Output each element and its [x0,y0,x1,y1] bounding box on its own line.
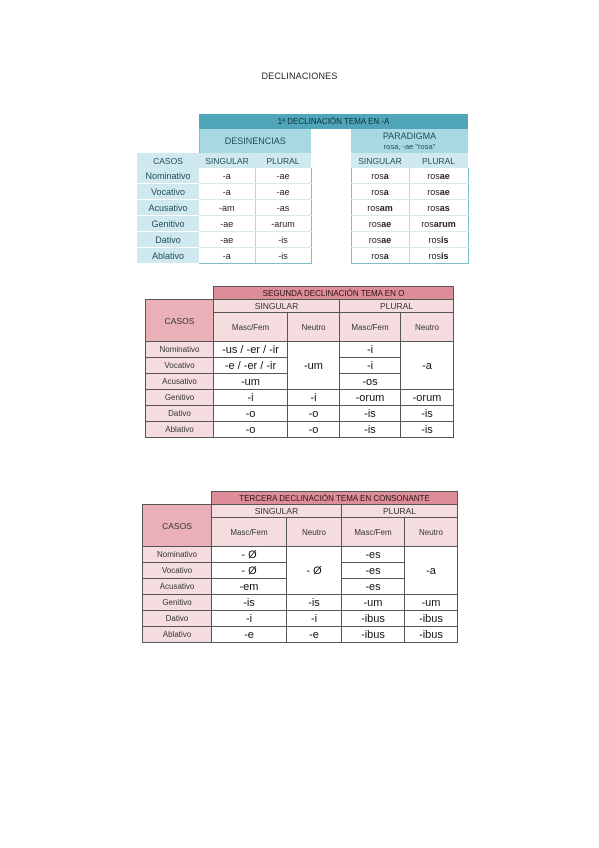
paradigm-singular: rosae [351,232,409,248]
pl-neutro: -ibus [405,627,458,643]
pl-masc-fem: -ibus [342,627,405,643]
paradigma-subtitle: rosa, -ae "rosa" [383,141,436,151]
plural-ending: -ae [255,168,311,184]
table-row [137,232,468,248]
plural-header: PLURAL [342,505,458,518]
masc-fem-header: Masc/Fem [342,518,405,547]
plural-ending: -as [255,200,311,216]
sg-neutro: -i [287,611,342,627]
case-label: Nominativo [137,168,199,184]
case-label: Genitivo [143,595,212,611]
singular-ending: -ae [199,232,255,248]
neutro-header: Neutro [405,518,458,547]
pl-neutro-merged: -a [401,342,454,390]
pl-masc-fem: -es [342,579,405,595]
pl-masc-fem: -es [342,547,405,563]
plural-ending: -is [255,248,311,264]
plural-ending: -arum [255,216,311,232]
case-label: Ablativo [143,627,212,643]
singular-ending: -a [199,248,255,264]
pl-masc-fem: -i [340,358,401,374]
case-label: Dativo [146,406,214,422]
sg-masc-fem: -um [214,374,288,390]
pl-masc-fem: -os [340,374,401,390]
sg-neutro-merged: -um [288,342,340,390]
case-label: Ablativo [146,422,214,438]
pl-masc-fem: -i [340,342,401,358]
singular-ending: -a [199,168,255,184]
case-label: Acusativo [137,200,199,216]
pl-masc-fem: -um [342,595,405,611]
singular-header: SINGULAR [214,300,340,313]
page-title: DECLINACIONES [261,71,338,81]
plural-header: PLURAL [255,153,311,168]
table1-title: 1ª DECLINACIÓN TEMA EN -A [199,114,468,129]
case-label: Nominativo [143,547,212,563]
paradigm-plural: rosis [409,248,468,264]
sg-neutro: -is [287,595,342,611]
sg-masc-fem: - Ø [212,547,287,563]
sg-masc-fem: -em [212,579,287,595]
masc-fem-header: Masc/Fem [212,518,287,547]
table2-title: SEGUNDA DECLINACIÓN TEMA EN O [214,287,454,300]
singular-ending: -a [199,184,255,200]
singular-header: SINGULAR [212,505,342,518]
paradigma-label: PARADIGMA [382,130,437,141]
neutro-header: Neutro [288,313,340,342]
table-row [143,547,458,563]
desinencias-header: DESINENCIAS [199,129,311,153]
paradigm-plural: rosae [409,184,468,200]
case-label: Dativo [143,611,212,627]
paradigm-singular: rosam [351,200,409,216]
plural-ending: -is [255,232,311,248]
table-row [137,200,468,216]
pl-neutro-merged: -a [405,547,458,595]
pl-masc-fem: -is [340,406,401,422]
sg-masc-fem: -i [212,611,287,627]
sg-masc-fem: - Ø [212,563,287,579]
table-row [143,611,458,627]
case-label: Ablativo [137,248,199,264]
paradigm-plural: rosarum [409,216,468,232]
table-row [146,342,454,358]
pl-masc-fem: -orum [340,390,401,406]
second-declension-table [145,286,454,438]
sg-neutro: -e [287,627,342,643]
paradigm-plural: rosae [409,168,468,184]
paradigm-singular: rosae [351,216,409,232]
singular-header: SINGULAR [199,153,255,168]
table-row [137,168,468,184]
plural-header: PLURAL [340,300,454,313]
case-label: Dativo [137,232,199,248]
neutro-header: Neutro [401,313,454,342]
table-row [143,595,458,611]
table-row [137,184,468,200]
masc-fem-header: Masc/Fem [214,313,288,342]
casos-header: CASOS [146,300,214,342]
sg-neutro: -i [288,390,340,406]
paradigm-singular: rosa [351,168,409,184]
pl-neutro: -is [401,422,454,438]
pl-masc-fem: -ibus [342,611,405,627]
paradigm-plural-header: PLURAL [409,153,468,168]
sg-neutro-merged: - Ø [287,547,342,595]
paradigm-plural: rosis [409,232,468,248]
neutro-header: Neutro [287,518,342,547]
pl-neutro: -orum [401,390,454,406]
pl-masc-fem: -is [340,422,401,438]
casos-header: CASOS [143,505,212,547]
paradigma-header [351,129,468,153]
case-label: Vocativo [143,563,212,579]
paradigm-singular: rosa [351,248,409,264]
sg-masc-fem: -us / -er / -ir [214,342,288,358]
table-row [146,422,454,438]
table3-title: TERCERA DECLINACIÓN TEMA EN CONSONANTE [212,492,458,505]
table-row [146,406,454,422]
third-declension-table [142,491,458,643]
case-label: Acusativo [143,579,212,595]
table-row [146,390,454,406]
pl-masc-fem: -es [342,563,405,579]
table-row [137,216,468,232]
case-label: Vocativo [137,184,199,200]
pl-neutro: -ibus [405,611,458,627]
table-row [137,248,468,264]
sg-masc-fem: -o [214,406,288,422]
case-label: Nominativo [146,342,214,358]
singular-ending: -am [199,200,255,216]
case-label: Acusativo [146,374,214,390]
sg-masc-fem: -i [214,390,288,406]
sg-masc-fem: -e [212,627,287,643]
sg-masc-fem: -o [214,422,288,438]
sg-masc-fem: -e / -er / -ir [214,358,288,374]
paradigm-singular: rosa [351,184,409,200]
case-label: Genitivo [137,216,199,232]
first-declension-table [137,114,469,264]
sg-neutro: -o [288,406,340,422]
case-label: Vocativo [146,358,214,374]
case-label: Genitivo [146,390,214,406]
pl-neutro: -um [405,595,458,611]
table-row [143,627,458,643]
sg-masc-fem: -is [212,595,287,611]
plural-ending: -ae [255,184,311,200]
pl-neutro: -is [401,406,454,422]
singular-ending: -ae [199,216,255,232]
paradigm-singular-header: SINGULAR [351,153,409,168]
sg-neutro: -o [288,422,340,438]
masc-fem-header: Masc/Fem [340,313,401,342]
paradigm-plural: rosas [409,200,468,216]
casos-header: CASOS [137,153,199,168]
